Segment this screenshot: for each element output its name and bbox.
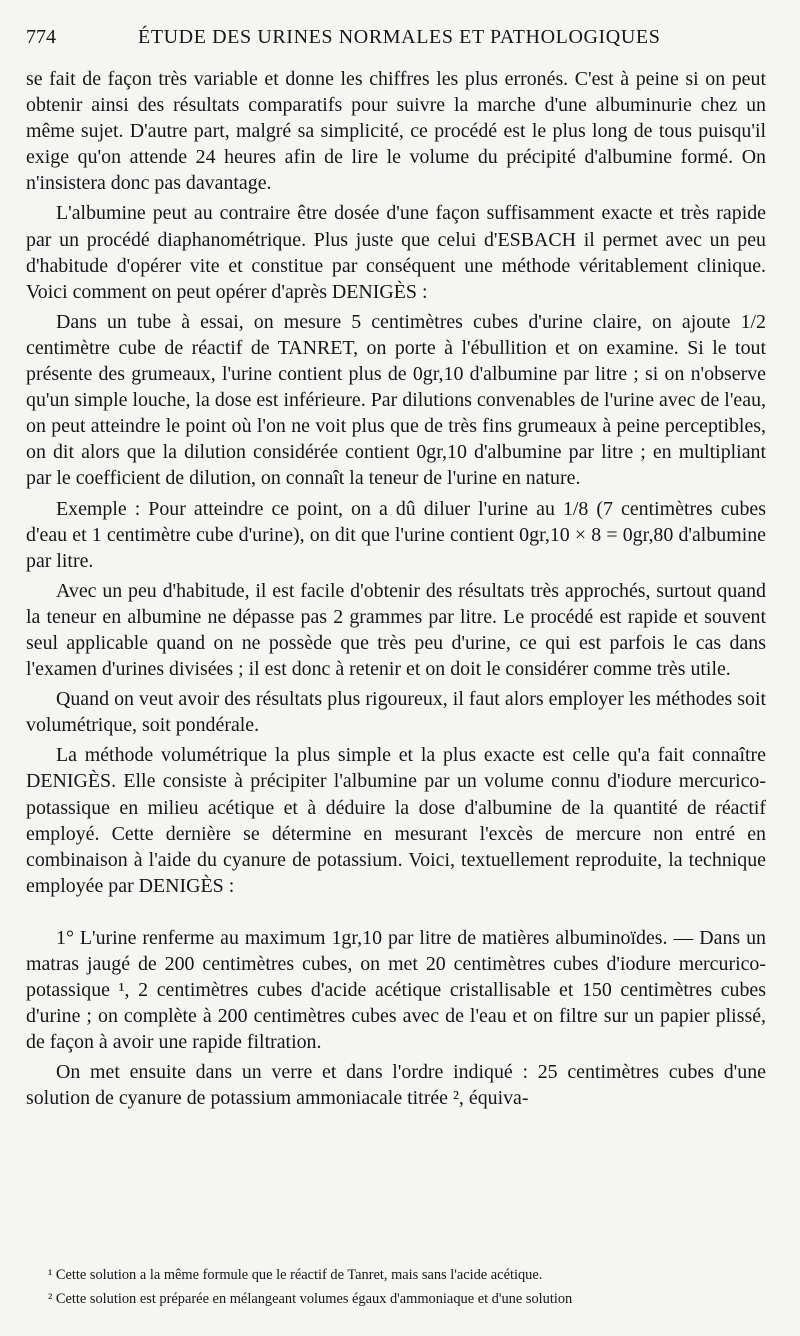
body-text (26, 66, 766, 1112)
footnote-2: ² Cette solution est préparée en mélangeant volumes égaux d'ammoniaque et d'une solution (48, 1291, 573, 1307)
paragraph-esbach-conclusion: se fait de façon très variable et donne les chiffres les plus erronés. C'est à peine si on peut obtenir ainsi des résultats comparatifs pour suivre la marche d'une albuminurie chez un même sujet. D'autre part, malgré sa simplicité, ce procédé est le plus long de tous puisqu'il exige qu'on attende 24 heures afin de lire le volume du précipité d'albumine formé. On n'insistera donc pas davantage. (26, 68, 766, 195)
paragraph-diaphanometric-method: L'albumine peut au contraire être dosée d'une façon suffisamment exacte et très rapide par un procédé diaphanométrique. Plus juste que celui d'ESBACH il permet avec un peu d'habitude d'opérer vite et constitue par conséquent une méthode véritablement clinique. Voici comment on peut opérer d'après DENIGÈS : (26, 202, 766, 303)
paragraph-technique-step-1: 1° L'urine renferme au maximum 1gr,10 par litre de matières albuminoïdes. — Dans un matras jaugé de 200 centimètres cubes, on met 20 centimètres cubes d'iodure mercurico-potassique ¹, 2 centimètres cubes d'acide acétique cristallisable et 150 centimètres cubes d'urine ; on complète à 200 centimètres cubes avec de l'eau et on filtre sur un papier plissé, de façon à avoir une rapide filtration. (26, 926, 766, 1054)
page-header (26, 26, 780, 52)
running-title: ÉTUDE DES URINES NORMALES ET PATHOLOGIQUES (138, 26, 661, 48)
footnote-1: ¹ Cette solution a la même formule que le réactif de Tanret, mais sans l'acide acétique. (48, 1267, 543, 1283)
paragraph-test-tube-procedure: Dans un tube à essai, on mesure 5 centimètres cubes d'urine claire, on ajoute 1/2 centimètre cube de réactif de TANRET, on porte à l'ébullition et on examine. Si le tout présente des grumeaux, l'urine contient plus de 0gr,10 d'albumine par litre ; si on n'observe qu'un simple louche, la dose est inférieure. Par dilutions convenables de l'urine avec de l'eau, on peut atteindre le point où l'on ne voit plus que de très fins grumeaux à peine perceptibles, on dit alors que la dilution considérée contient 0gr,10 d'albumine par litre ; en multipliant par le coefficient de dilution, on connaît la teneur de l'urine en nature. (26, 310, 766, 490)
paragraph-technique-continued: On met ensuite dans un verre et dans l'ordre indiqué : 25 centimètres cubes d'une solution de cyanure de potassium ammoniacale titrée ², équiva- (26, 1061, 766, 1110)
paragraph-practical-notes: Avec un peu d'habitude, il est facile d'obtenir des résultats très approchés, surtout quand la teneur en albumine ne dépasse pas 2 grammes par litre. Le procédé est rapide et souvent seul applicable quand on ne possède que très peu d'urine, ce qui est parfois le cas dans l'examen d'urines divisées ; il est donc à retenir et on doit le considérer comme très utile. (26, 579, 766, 681)
page-number: 774 (26, 26, 56, 48)
footnotes (26, 1263, 776, 1311)
paragraph-rigorous-methods: Quand on veut avoir des résultats plus rigoureux, il faut alors employer les méthodes soit volumétrique, soit pondérale. (26, 688, 766, 737)
paragraph-example: Exemple : Pour atteindre ce point, on a dû diluer l'urine au 1/8 (7 centimètres cubes d'eau et 1 centimètre cube d'urine), on dit que l'urine contient 0gr,10 × 8 = 0gr,80 d'albumine par litre. (26, 497, 766, 572)
paragraph-volumetric-method: La méthode volumétrique la plus simple et la plus exacte est celle qu'a fait connaître DENIGÈS. Elle consiste à précipiter l'albumine par un volume connu d'iodure mercurico-potassique en milieu acétique et à déduire la dose d'albumine de la quantité de réactif employé. Cette dernière se détermine en mesurant l'excès de mercure non entré en combinaison à l'aide du cyanure de potassium. Voici, textuellement reproduite, la technique employée par DENIGÈS : (26, 744, 766, 897)
